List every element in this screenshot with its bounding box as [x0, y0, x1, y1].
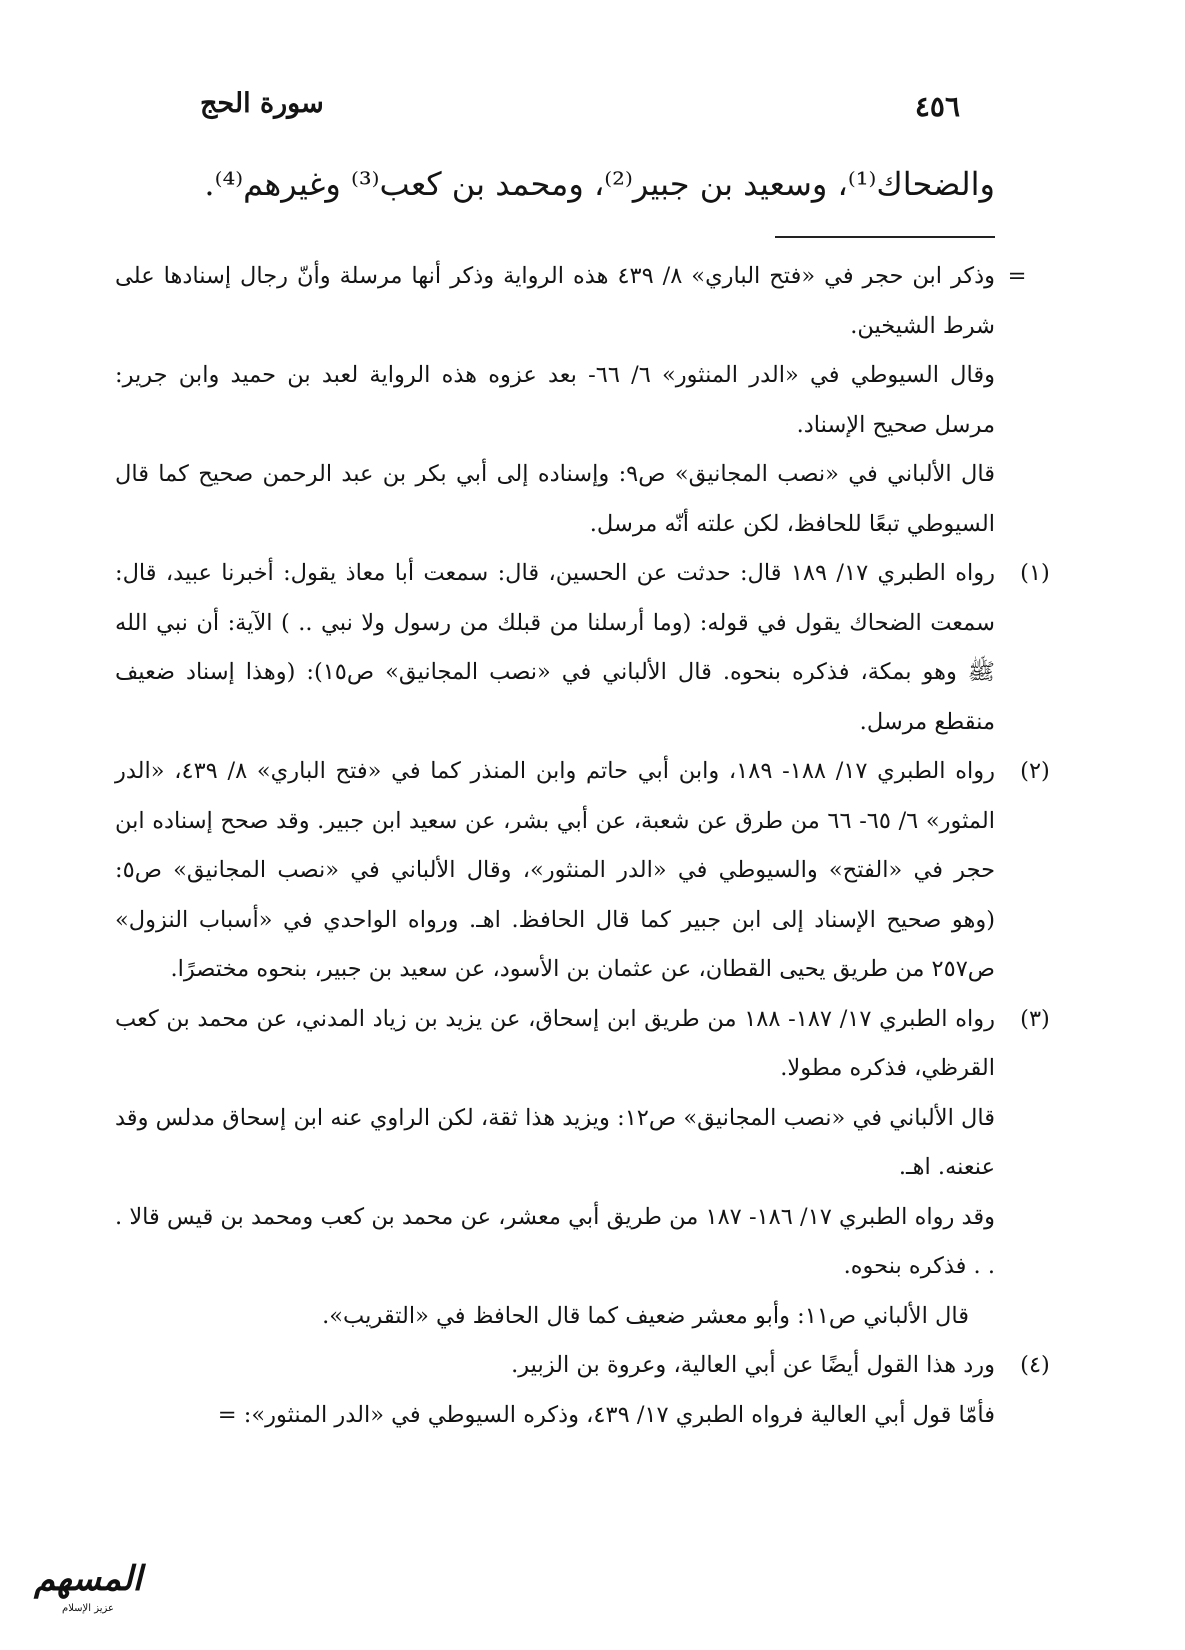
footnotes	[115, 252, 1050, 1440]
footnote-paragraph: قال الألباني في «نصب المجانيق» ص٩: وإسناده إلى أبي بكر بن عبد الرحمن صحيح كما قال السيوطي تبعًا للحافظ، لكن علته أنّه مرسل.	[115, 461, 995, 537]
footnote-marker: (٤)	[1020, 1352, 1050, 1378]
footnote-marker: (٣)	[1020, 1005, 1050, 1032]
running-title: سورة الحج	[200, 88, 324, 119]
footnote-paragraph: فأمّا قول أبي العالية فرواه الطبري ١٧/ ٤٣٩، وذكره السيوطي في «الدر المنثور»: =	[217, 1401, 995, 1428]
footnote-paragraph: رواه الطبري ١٧/ ١٨٧- ١٨٨ من طريق ابن إسحاق، عن يزيد بن زياد المدني، عن محمد بن كعب القرظي، فذكره مطولا.	[115, 1005, 995, 1081]
page-number: ٤٥٦	[914, 90, 960, 123]
footnote-paragraph: قال الألباني ص١١: وأبو معشر ضعيف كما قال الحافظ في «التقريب».	[322, 1302, 969, 1329]
footnote-paragraph: ورد هذا القول أيضًا عن أبي العالية، وعروة بن الزبير.	[511, 1352, 995, 1378]
footnote-marker: =	[1007, 263, 1027, 289]
footnote-1	[115, 549, 1050, 747]
library-stamp	[14, 1556, 162, 1634]
page-header	[200, 88, 990, 132]
footnote-paragraph: قال الألباني في «نصب المجانيق» ص١٢: ويزيد هذا ثقة، لكن الراوي عنه ابن إسحاق مدلس وقد عنعنه. اهـ.	[115, 1104, 996, 1180]
footnote-separator	[775, 236, 995, 238]
footnote-continuation	[115, 252, 1027, 549]
footnote-paragraph: وذكر ابن حجر في «فتح الباري» ٨/ ٤٣٩ هذه الرواية وذكر أنها مرسلة وأنّ رجال إسنادها على شرط الشيخين.	[115, 263, 995, 339]
footnote-paragraph: رواه الطبري ١٧/ ١٨٩ قال: حدثت عن الحسين، قال: سمعت أبا معاذ يقول: أخبرنا عبيد، قال: سمعت الضحاك يقول في قوله: (وما أرسلنا من قبلك من رسول ولا نبي .. ) الآية: أن نبي الله ﷺ وهو بمكة، فذكره بنحوه. قال الألباني في «نصب المجانيق» ص١٥): (وهذا إسناد ضعيف منقطع مرسل.	[115, 560, 995, 735]
footnote-marker: (١)	[1020, 560, 1050, 586]
footnote-paragraph: وقال السيوطي في «الدر المنثور» ٦/ ٦٦- بعد عزوه هذه الرواية لعبد بن حميد وابن جرير: مرسل صحيح الإسناد.	[115, 362, 995, 438]
main-text: والضحاك⁽¹⁾، وسعيد بن جبير⁽²⁾، ومحمد بن كعب⁽³⁾ وغيرهم⁽⁴⁾.	[204, 165, 995, 203]
footnote-2	[115, 747, 1050, 995]
stamp-subtext: عزيز الإسلام	[62, 1603, 114, 1614]
stamp-logo-text: المسهم	[33, 1559, 143, 1599]
footnote-paragraph: رواه الطبري ١٧/ ١٨٨- ١٨٩، وابن أبي حاتم وابن المنذر كما في «فتح الباري» ٨/ ٤٣٩، «الدر المثور» ٦/ ٦٥- ٦٦ من طرق عن شعبة، عن أبي بشر، عن سعيد ابن جبير. وقد صحح إسناده ابن حجر في «الفتح» والسيوطي في «الدر المنثور»، وقال الألباني في «نصب المجانيق» ص٥: (وهو صحيح الإسناد إلى ابن جبير كما قال الحافظ. اهـ. ورواه الواحدي في «أسباب النزول» ص٢٥٧ من طريق يحيى القطان، عن عثمان بن الأسود، عن سعيد بن جبير، بنحوه مختصرًا.	[115, 758, 996, 982]
footnote-3	[115, 995, 1050, 1342]
footnote-paragraph: وقد رواه الطبري ١٧/ ١٨٦- ١٨٧ من طريق أبي معشر، عن محمد بن كعب ومحمد بن قيس قالا . . . فذكره بنحوه.	[115, 1203, 995, 1279]
footnote-marker: (٢)	[1020, 758, 1050, 784]
footnote-4	[115, 1341, 1050, 1440]
